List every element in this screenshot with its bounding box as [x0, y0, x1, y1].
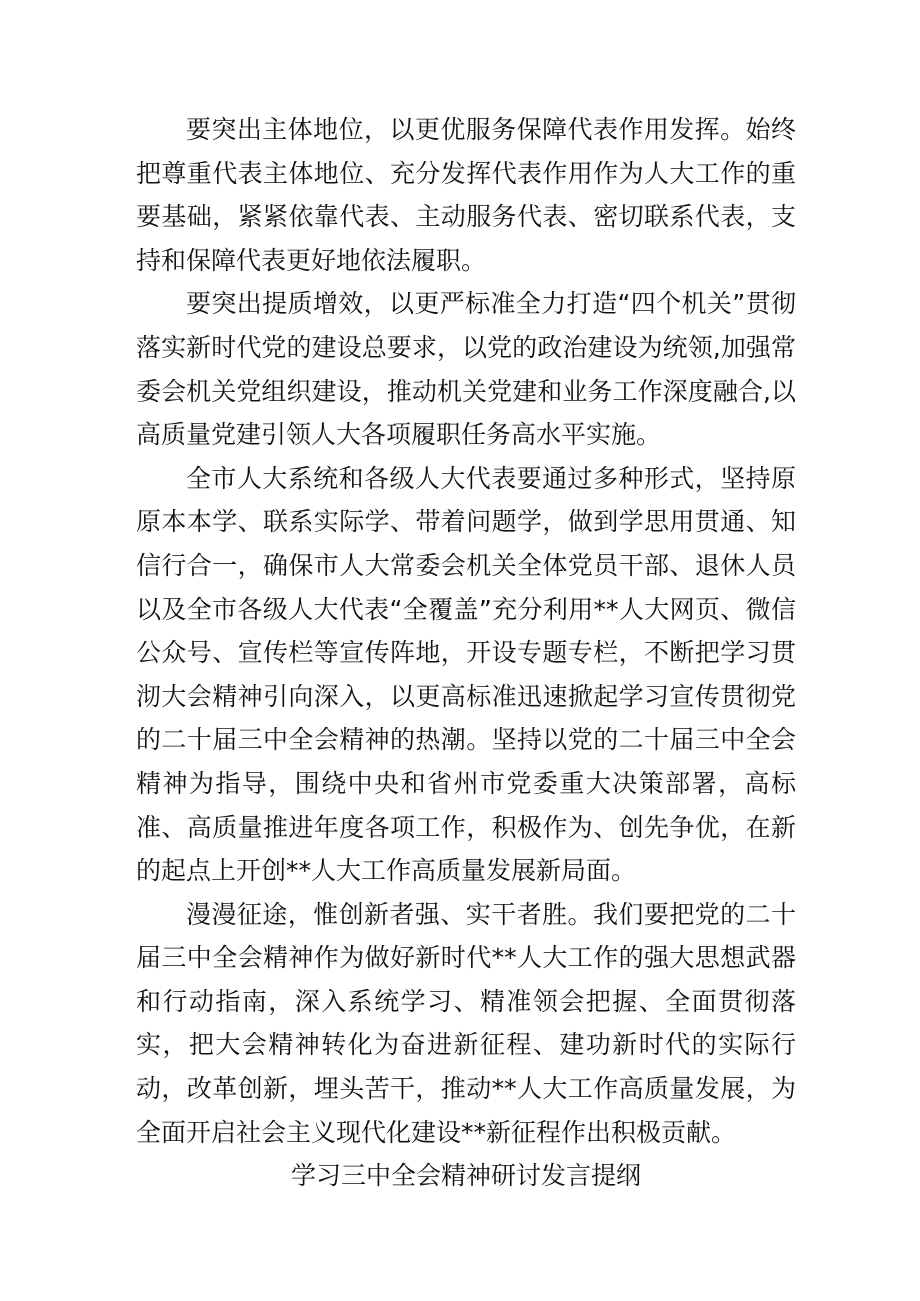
- paragraph-journey: 漫漫征途，惟创新者强、实干者胜。我们要把党的二十届三中全会精神作为做好新时代**人大工作的强大思想武器和行动指南，深入系统学习、精准领会把握、全面贯彻落实，把大会精神转化为奋进新征程、建功新时代的实际行动，改革创新，埋头苦干，推动**人大工作高质量发展，为全面开启社会主义现代化建设**新征程作出积极贡献。: [136, 899, 796, 1147]
- document-body: [136, 108, 796, 1198]
- paragraph-main-status: 要突出主体地位，以更优服务保障代表作用发挥。始终把尊重代表主体地位、充分发挥代表作用作为人大工作的重要基础，紧紧依靠代表、主动服务代表、密切联系代表，支持和保障代表更好地依法履职。: [136, 115, 796, 275]
- paragraph-quality-efficiency: 要突出提质增效，以更严标准全力打造“四个机关”贯彻落实新时代党的建设总要求，以党的政治建设为统领,加强常委会机关党组织建设，推动机关党建和业务工作深度融合,以高质量党建引领人大各项履职任务高水平实施。: [136, 289, 796, 450]
- paragraph-study-forms: 全市人大系统和各级人大代表要通过多种形式，坚持原原本本学、联系实际学、带着问题学，做到学思用贯通、知信行合一，确保市人大常委会机关全体党员干部、退休人员以及全市各级人大代表“全覆盖”充分利用**人大网页、微信公众号、宣传栏等宣传阵地，开设专题专栏，不断把学习贯沏大会精神引向深入，以更高标准迅速掀起学习宣传贯彻党的二十届三中全会精神的热潮。坚持以党的二十届三中全会精神为指导，围绕中央和省州市党委重大决策部署，高标准、高质量推进年度各项工作，积极作为、创先争优，在新的起点上开创**人大工作高质量发展新局面。: [136, 463, 796, 886]
- section-heading: 学习三中全会精神研讨发言提纲: [290, 1161, 641, 1191]
